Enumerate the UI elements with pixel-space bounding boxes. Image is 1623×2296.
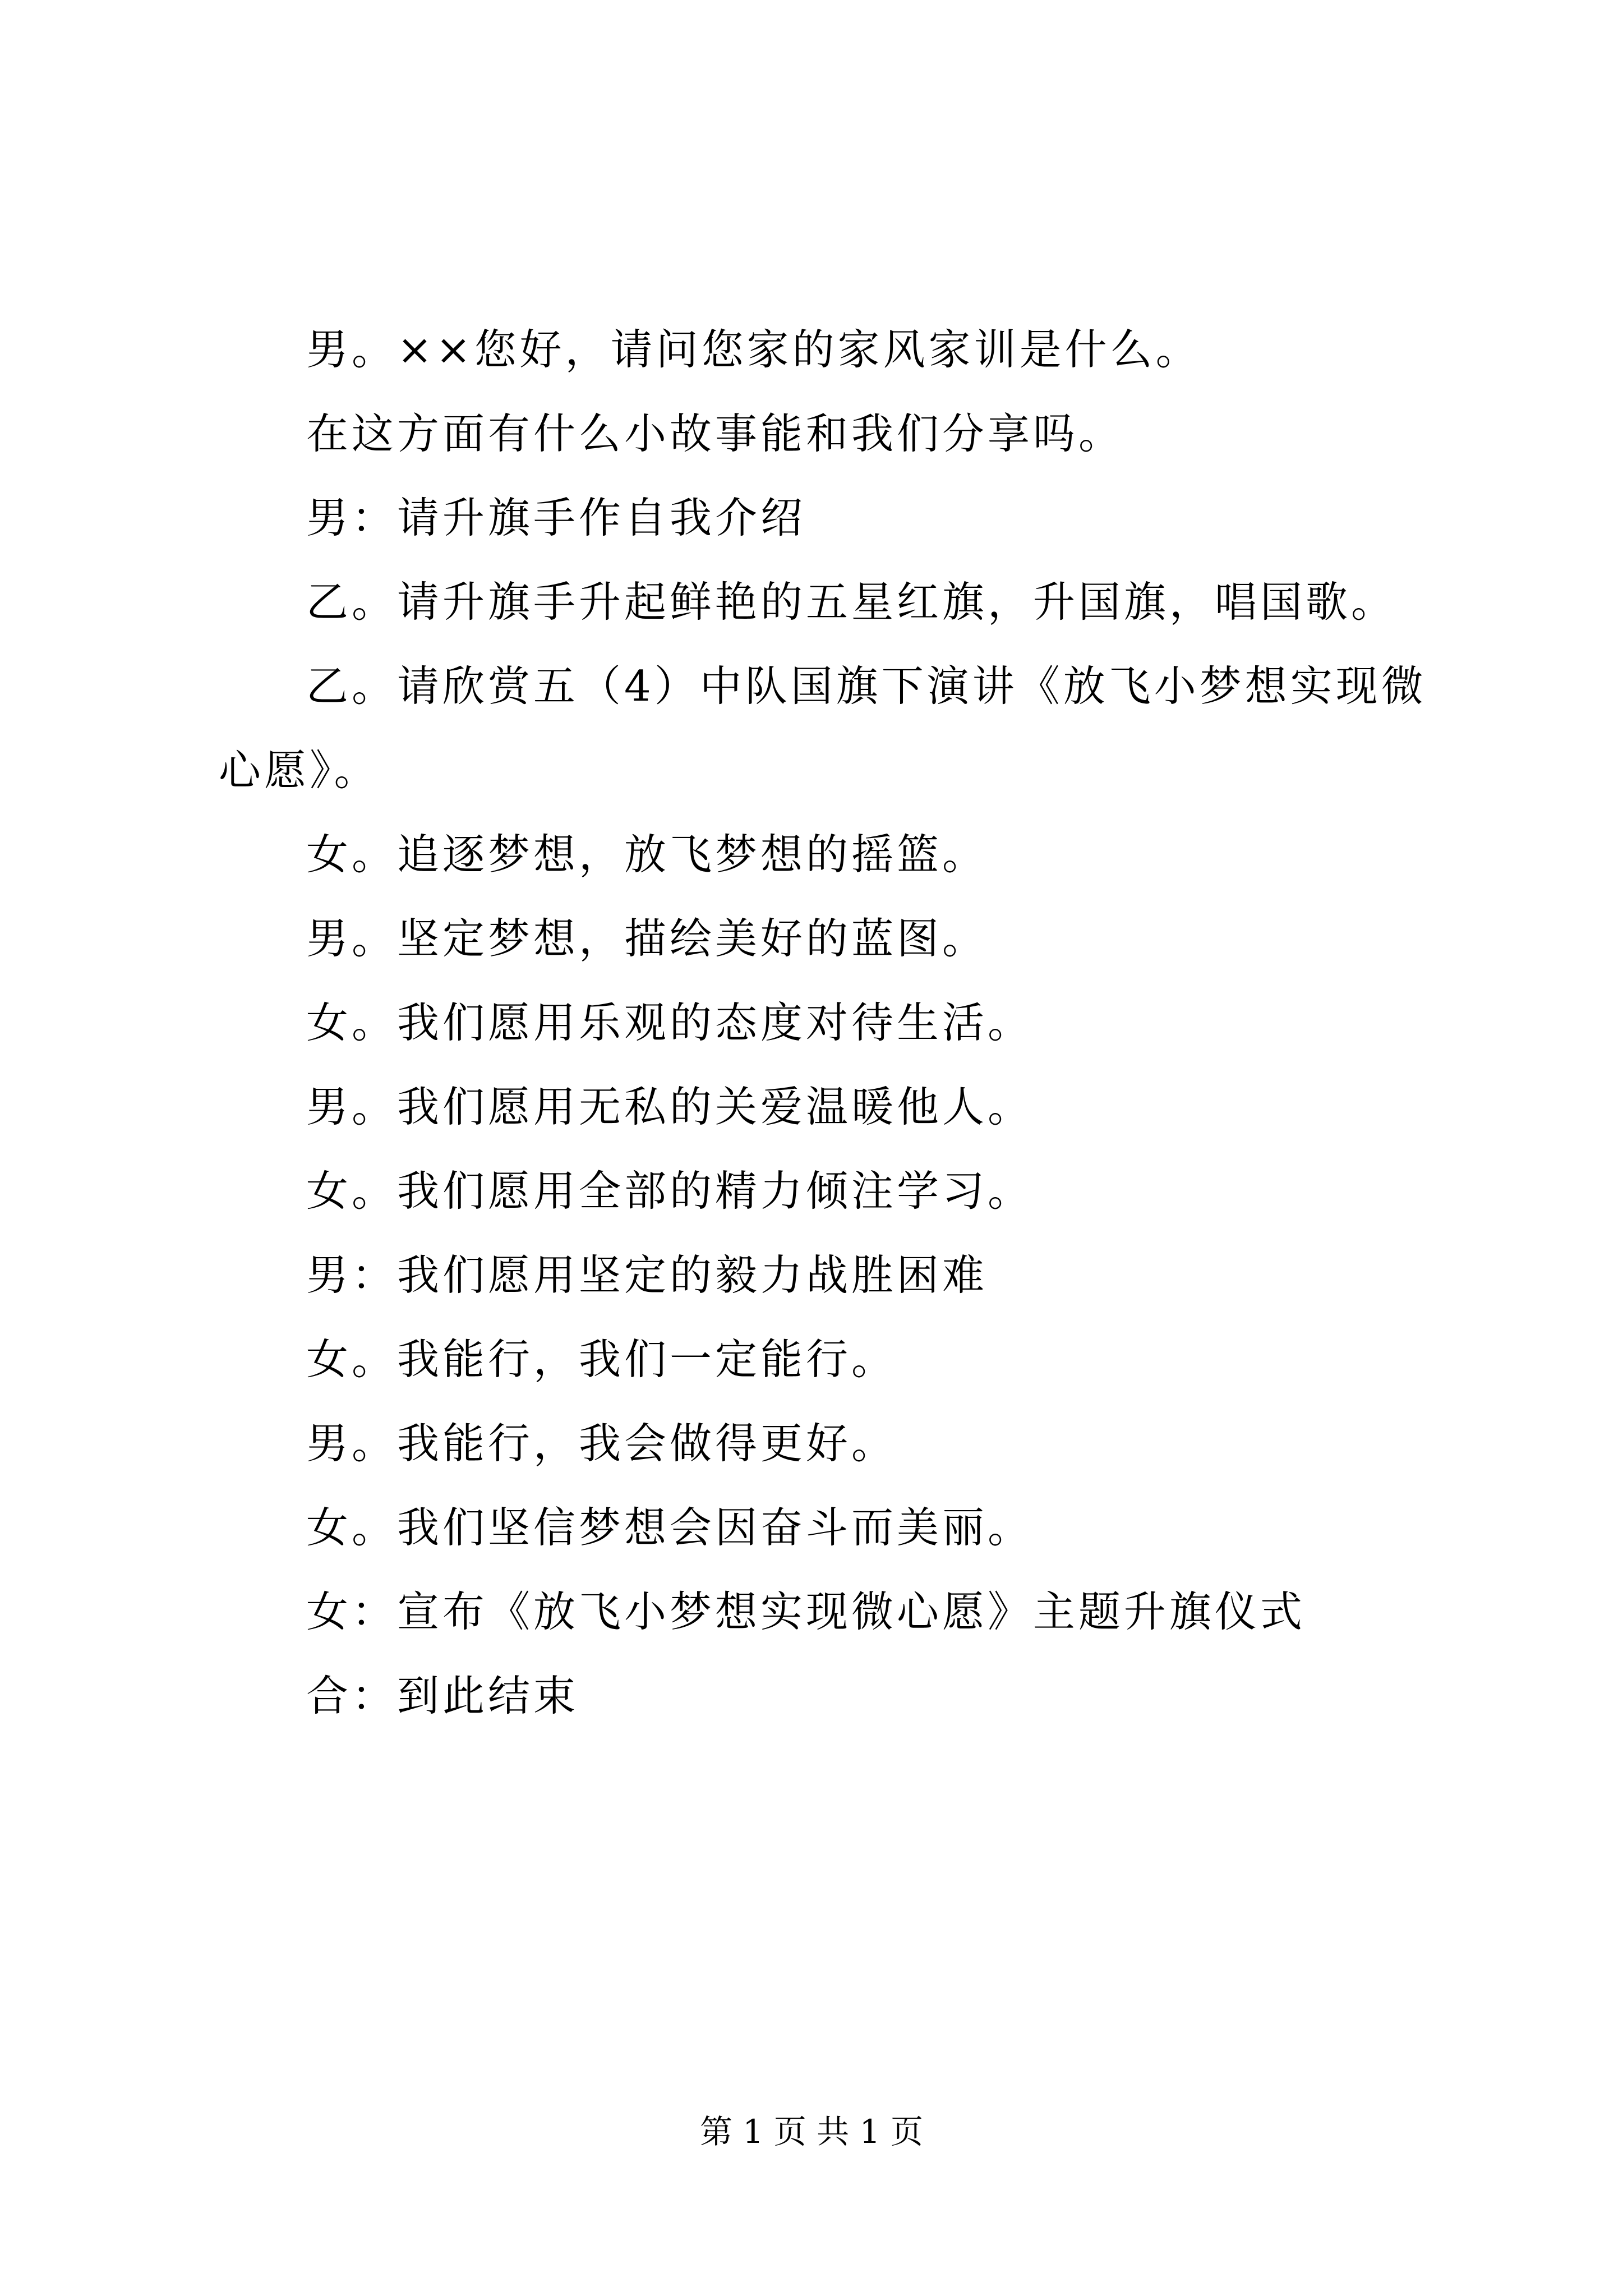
paragraph: 女。追逐梦想，放飞梦想的摇篮。 — [306, 830, 988, 879]
paragraph: 合：到此结束 — [306, 1671, 579, 1720]
paragraph: 男。我能行，我会做得更好。 — [306, 1419, 897, 1468]
document-body — [219, 307, 1430, 1738]
paragraph: 女：宣布《放飞小梦想实现微心愿》主题升旗仪式 — [306, 1587, 1306, 1636]
paragraph: 男：请升旗手作自我介绍 — [306, 493, 806, 542]
paragraph: 女。我们坚信梦想会因奋斗而美丽。 — [306, 1503, 1034, 1552]
paragraph: 女。我能行，我们一定能行。 — [306, 1335, 897, 1384]
paragraph: 男。坚定梦想，描绘美好的蓝图。 — [306, 914, 988, 963]
paragraph: 女。我们愿用全部的精力倾注学习。 — [306, 1166, 1034, 1216]
paragraph: 男。××您好，请问您家的家风家训是什么。 — [306, 325, 1201, 374]
paragraph: 乙。请升旗手升起鲜艳的五星红旗，升国旗，唱国歌。 — [306, 577, 1397, 627]
paragraph: 乙。请欣赏五（4）中队国旗下演讲《放飞小梦想实现微心愿》。 — [219, 661, 1427, 795]
paragraph: 男：我们愿用坚定的毅力战胜困难 — [306, 1250, 988, 1300]
page-footer: 第 1 页 共 1 页 — [700, 2113, 923, 2151]
paragraph: 男。我们愿用无私的关爱温暖他人。 — [306, 1082, 1034, 1131]
paragraph: 女。我们愿用乐观的态度对待生活。 — [306, 998, 1034, 1047]
paragraph: 在这方面有什么小故事能和我们分享吗。 — [306, 409, 1124, 458]
